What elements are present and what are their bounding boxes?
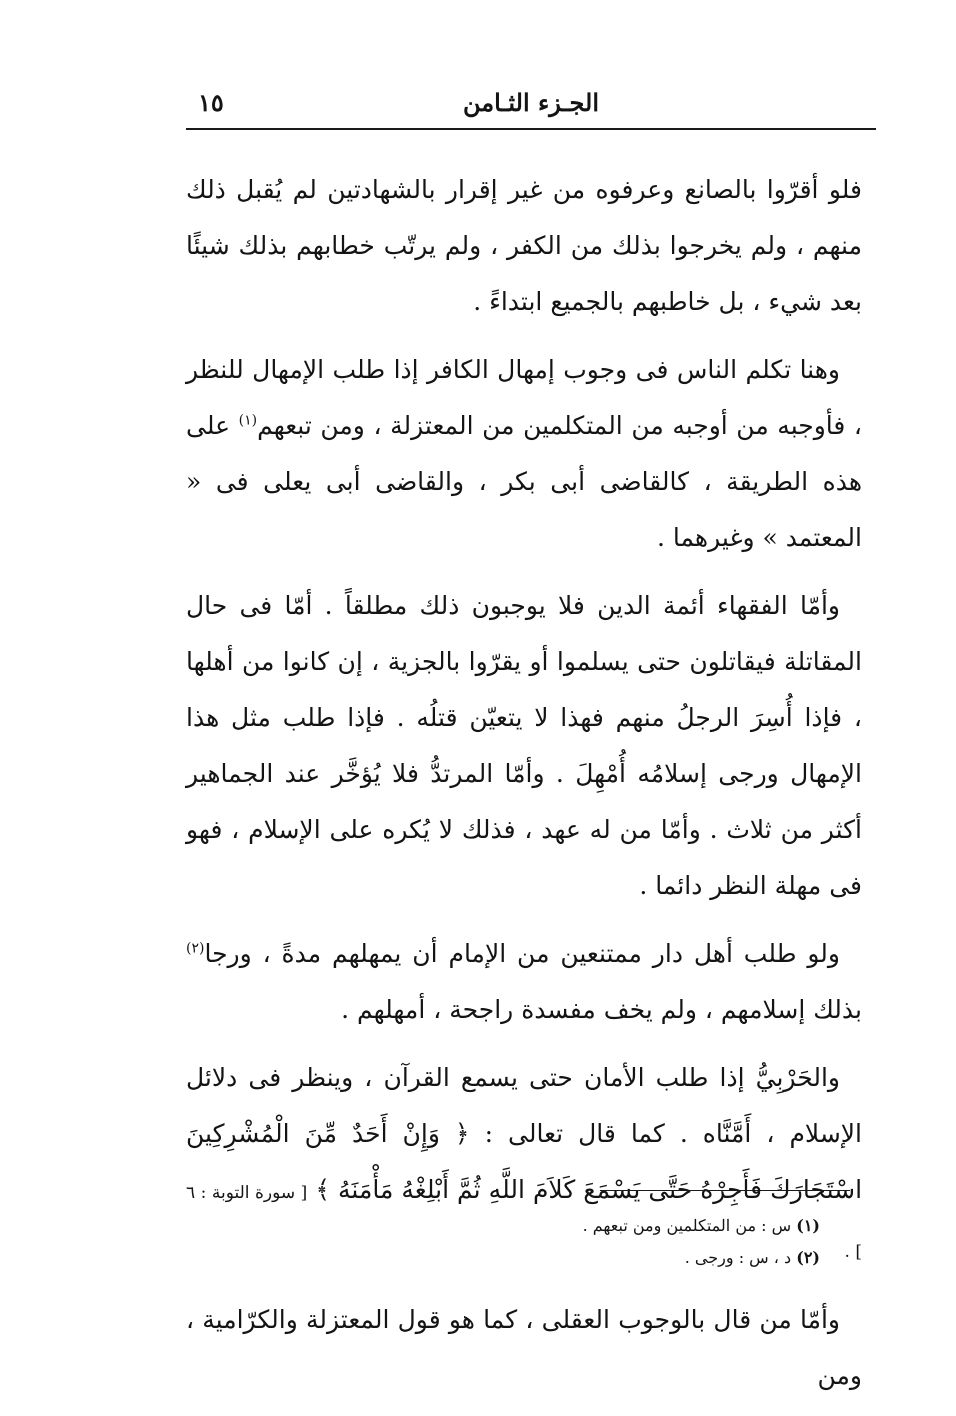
footnote-2-number: (٢) bbox=[796, 1248, 820, 1267]
footnote-2-text: د ، س : ورجى . bbox=[684, 1248, 792, 1267]
paragraph-4 bbox=[186, 926, 862, 1038]
footnote-1-text: س : من المتكلمين ومن تبعهم . bbox=[582, 1216, 792, 1235]
footnote-1-number: (١) bbox=[796, 1216, 820, 1235]
paragraph-6: وأمّا من قال بالوجوب العقلى ، كما هو قول المعتزلة والكرّامية ، ومن bbox=[186, 1305, 862, 1390]
surah-citation: [ سورة التوبة : ٦ ] . bbox=[186, 1183, 862, 1262]
footnote-1 bbox=[400, 1210, 820, 1242]
footnote-reference-1: (١) bbox=[238, 412, 258, 429]
paragraph-1: فلو أقرّوا بالصانع وعرفوه من غير إقرار بالشهادتين لم يُقبل ذلك منهم ، ولم يخرجوا بذلك من الكفر ، ولم يرتّب خطابهم بذلك شيئًا بعد شيء ، بل خاطبهم بالجميع ابتداءً . bbox=[186, 175, 862, 316]
paragraph-3: وأمّا الفقهاء أئمة الدين فلا يوجبون ذلك مطلقاً . أمّا فى حال المقاتلة فيقاتلون حتى يسلموا أو يقرّوا بالجزية ، إن كانوا من أهلها ، فإذا أُسِرَ الرجلُ منهم فهذا لا يتعيّن قتلُه . فإذا طلب مثل هذا الإمهال ورجى إسلامُه أُمْهِلَ . وأمّا المرتدُّ فلا يُؤخَّر عند الجماهير أكثر من ثلاث . وأمّا من له عهد ، فذلك لا يُكره على الإسلام ، فهو فى مهلة النظر دائما . bbox=[186, 591, 862, 900]
paragraph-2-text-a: وهنا تكلم الناس فى وجوب إمهال الكافر إذا طلب الإمهال للنظر ، فأوجبه من أوجبه من المتكلمين من المعتزلة ، ومن تبعهم bbox=[186, 355, 862, 440]
footnote-2 bbox=[400, 1242, 820, 1274]
page-number: ١٥ bbox=[198, 88, 224, 117]
paragraph-4-text-b: بذلك إسلامهم ، ولم يخف مفسدة راجحة ، أمهلهم . bbox=[341, 995, 862, 1024]
header-rule bbox=[186, 128, 876, 130]
paragraph-2-text-b: على هذه الطريقة ، كالقاضى أبى بكر ، والقاضى أبى يعلى فى « المعتمد » وغيرهما . bbox=[186, 411, 862, 552]
running-title: الجـزء الثـامن bbox=[462, 88, 600, 117]
quran-verse: ﴿ وَإِنْ أَحَدٌ مِّنَ الْمُشْرِكِينَ اسْتَجَارَكَ فَأَجِرْهُ حَتَّى يَسْمَعَ كَلاَمَ اللَّهِ ثُمَّ أَبْلِغْهُ مَأْمَنَهُ ﴾ bbox=[186, 1119, 863, 1204]
paragraph-2 bbox=[186, 342, 862, 566]
paragraph-4-text-a: ولو طلب أهل دار ممتنعين من الإمام أن يمهلهم مدةً ، ورجا bbox=[204, 939, 840, 968]
footnote-rule bbox=[600, 1190, 850, 1191]
footnote-reference-2: (٢) bbox=[186, 940, 205, 957]
paragraph-5-text-a: والحَرْبِيُّ إذا طلب الأمان حتى يسمع القرآن ، وينظر فى دلائل الإسلام ، أَمَّنَّاه . كما قال تعالى : bbox=[186, 1063, 862, 1148]
footnotes bbox=[400, 1210, 820, 1274]
page-header bbox=[186, 86, 876, 126]
